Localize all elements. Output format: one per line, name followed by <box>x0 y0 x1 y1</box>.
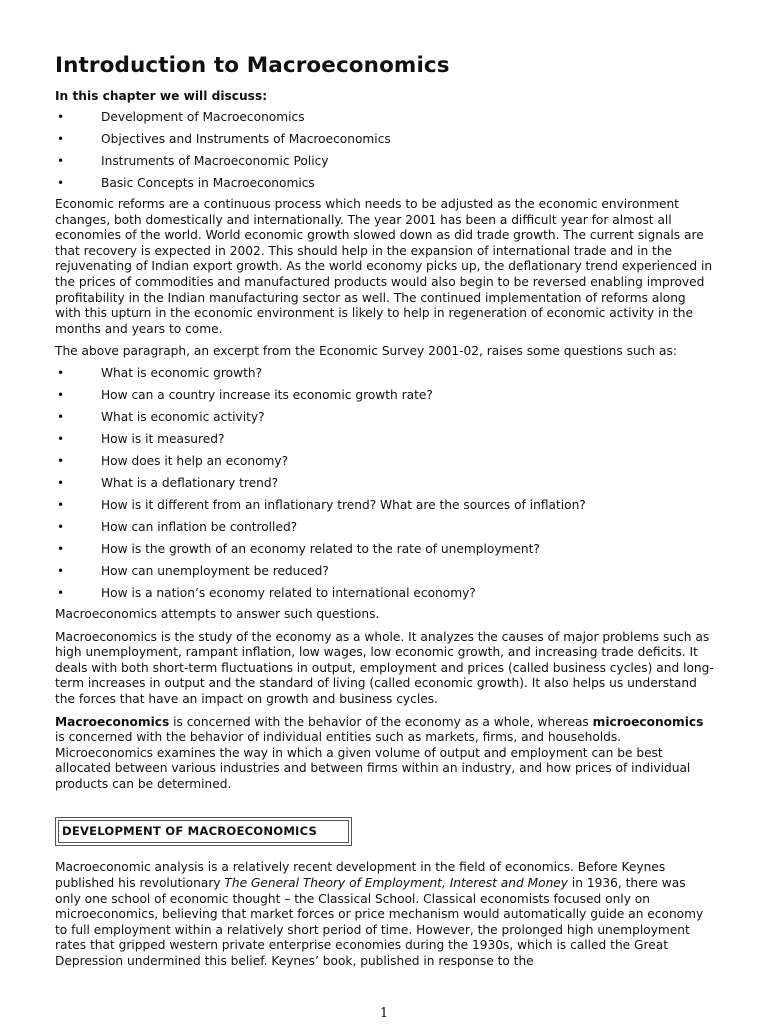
paragraph-answer-questions: Macroeconomics attempts to answer such questions. <box>55 606 380 621</box>
list-item <box>55 519 715 535</box>
bullet-icon: • <box>57 431 65 446</box>
paragraph-economic-reforms: Economic reforms are a continuous process which needs to be adjusted as the economic environment changes, both domestically and internationally. The year 2001 has been a difficult year for almost all economies of the world. World economic growth slowed down as did trade growth. The current signals are that recovery is expected in 2002. This should help in the expansion of international trade and in the rejuvenating of Indian export growth. As the world economy picks up, the deflationary trend experienced in the prices of commodities and manufactured products would also begin to be reversed enabling improved profitability in the Indian manufacturing sector as well. The continued implementation of reforms along with this upturn in the economic environment is likely to help in regeneration of economic activity in the months and years to come. <box>55 197 713 336</box>
bullet-icon: • <box>57 497 65 512</box>
question-text: How can unemployment be reduced? <box>101 563 329 578</box>
list-item <box>55 409 715 425</box>
question-text: What is a deflationary trend? <box>101 475 279 490</box>
chapter-intro-heading: In this chapter we will discuss: <box>55 89 268 103</box>
bullet-icon: • <box>57 453 65 468</box>
book-title: The General Theory of Employment, Interest and Money <box>224 876 569 891</box>
text-segment: in 1936, there was only one school of economic thought – the Classical School. Classical economists focused only on microeconomics, believing that market forces or price mechanism would automatically guide an economy to full employment within a relatively short period of time. However, the prolonged high unemployment rates that gripped western private enterprise economies during the 1930s, which is called the Great Depression undermined this belief. Keynes’ book, published in response to the <box>55 876 704 969</box>
topic-text: Objectives and Instruments of Macroeconomics <box>101 132 391 146</box>
list-item <box>55 365 715 381</box>
text-segment: is concerned with the behavior of the economy as a whole, whereas <box>169 714 593 729</box>
bullet-icon: • <box>57 176 65 190</box>
document-page <box>55 52 715 977</box>
paragraph-survey-excerpt: The above paragraph, an excerpt from the Economic Survey 2001-02, raises some questions such as: <box>55 344 677 359</box>
question-text: How does it help an economy? <box>101 453 289 468</box>
bullet-icon: • <box>57 519 65 534</box>
bullet-icon: • <box>57 365 65 380</box>
topic-text: Development of Macroeconomics <box>101 110 305 124</box>
question-text: How is a nation’s economy related to international economy? <box>101 585 476 600</box>
bullet-icon: • <box>57 409 65 424</box>
term-macroeconomics: Macroeconomics <box>55 714 170 729</box>
topic-text: Basic Concepts in Macroeconomics <box>101 176 315 190</box>
question-text: How can inflation be controlled? <box>101 519 298 534</box>
list-item <box>55 175 715 191</box>
page-title: Introduction to Macroeconomics <box>55 53 450 78</box>
list-item <box>55 131 715 147</box>
list-item <box>55 453 715 469</box>
question-text: How can a country increase its economic growth rate? <box>101 387 433 402</box>
chapter-topics-list <box>55 109 715 191</box>
bullet-icon: • <box>57 475 65 490</box>
list-item <box>55 563 715 579</box>
list-item <box>55 585 715 601</box>
paragraph-macro-definition: Macroeconomics is the study of the economy as a whole. It analyzes the causes of major problems such as high unemployment, rampant inflation, low wages, low economic growth, and increasing trade deficits. It deals with both short-term fluctuations in output, employment and prices (called business cycles) and long-term increases in output and the standard of living (called economic growth). It also helps us understand the forces that have an impact on growth and business cycles. <box>55 629 714 706</box>
paragraph-development-history <box>55 860 715 969</box>
question-text: What is economic activity? <box>101 409 265 424</box>
bullet-icon: • <box>57 387 65 402</box>
bullet-icon: • <box>57 132 65 146</box>
list-item <box>55 153 715 169</box>
list-item <box>55 541 715 557</box>
section-heading: DEVELOPMENT OF MACROECONOMICS <box>58 820 349 843</box>
bullet-icon: • <box>57 585 65 600</box>
topic-text: Instruments of Macroeconomic Policy <box>101 154 329 168</box>
bullet-icon: • <box>57 563 65 578</box>
text-segment: is concerned with the behavior of individual entities such as markets, firms, and households. Microeconomics examines the way in which a given volume of output and employment can be best allocated between various industries and between firms within an industry, and how prices of individual products can be determined. <box>55 730 691 791</box>
question-text: What is economic growth? <box>101 365 263 380</box>
list-item <box>55 497 715 513</box>
bullet-icon: • <box>57 541 65 556</box>
question-text: How is the growth of an economy related to the rate of unemployment? <box>101 541 540 556</box>
term-microeconomics: microeconomics <box>592 714 704 729</box>
question-text: How is it different from an inflationary trend? What are the sources of inflation? <box>101 497 586 512</box>
list-item <box>55 431 715 447</box>
list-item <box>55 109 715 125</box>
page-number: 1 <box>379 1006 389 1021</box>
question-text: How is it measured? <box>101 431 225 446</box>
bullet-icon: • <box>57 110 65 124</box>
list-item <box>55 475 715 491</box>
questions-list <box>55 365 715 601</box>
list-item <box>55 387 715 403</box>
paragraph-macro-vs-micro <box>55 715 715 793</box>
text-segment: Macroeconomic analysis is a relatively recent development in the field of economics. Before Keynes published his revolutionary <box>55 860 666 891</box>
bullet-icon: • <box>57 154 65 168</box>
section-heading-box <box>55 817 352 846</box>
